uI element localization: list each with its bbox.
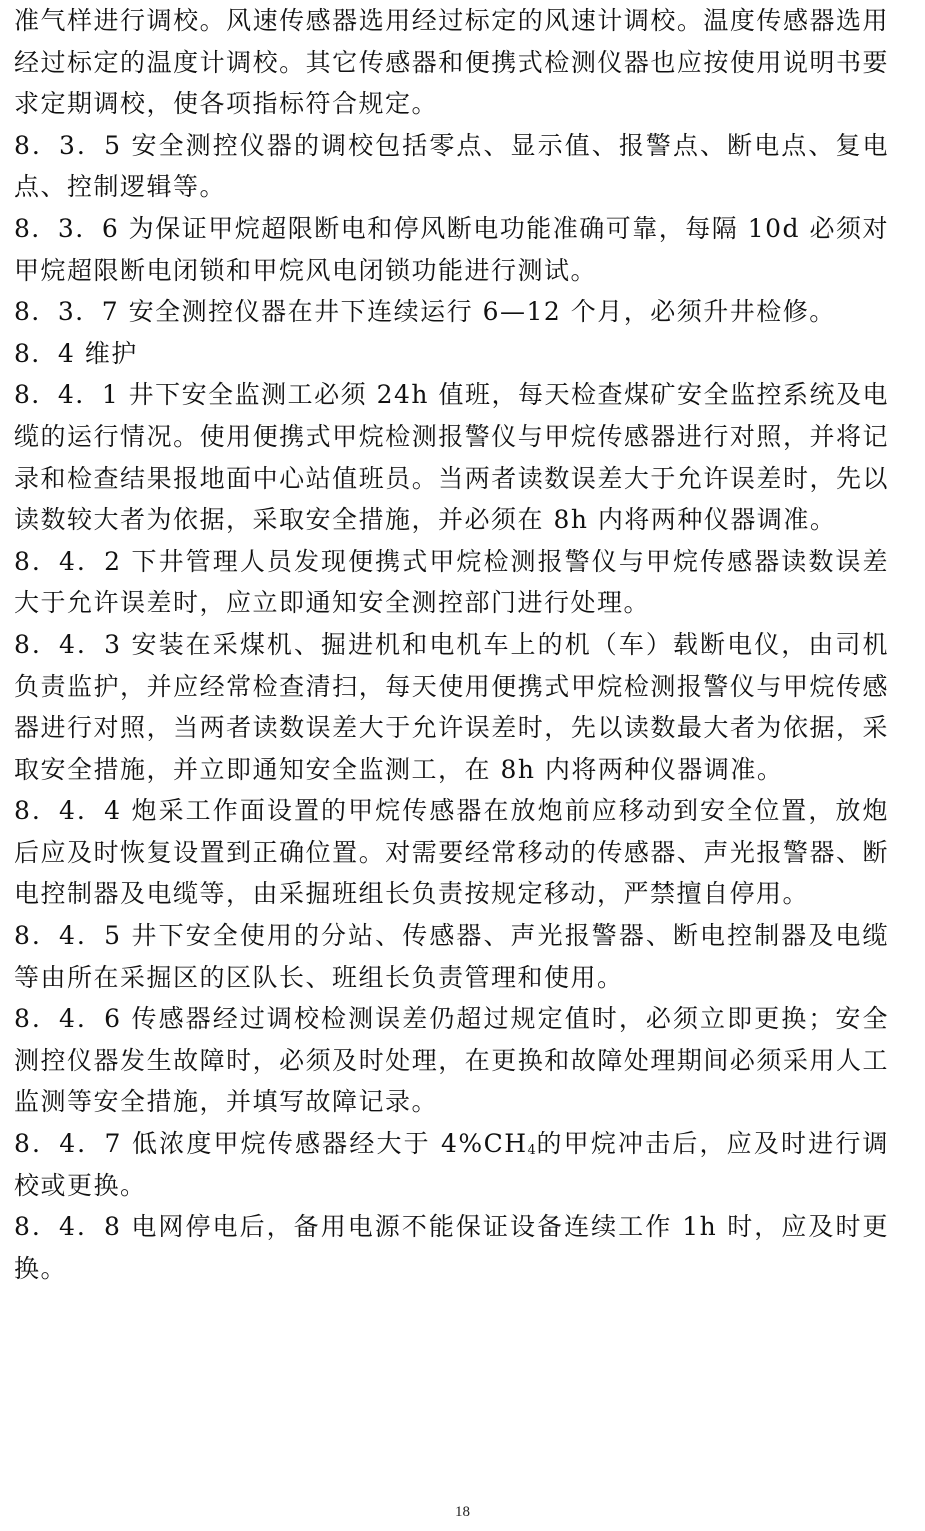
clause-8-4-1: 8．4．1 井下安全监测工必须 24h 值班，每天检查煤矿安全监控系统及电缆的运行情况。使用便携式甲烷检测报警仪与甲烷传感器进行对照，并将记录和检查结果报地面中心站值班员。当两者读数误差大于允许误差时，先以读数较大者为依据，采取安全措施，并必须在 8h 内将两种仪器调准。: [14, 380, 889, 535]
clause-8-4-6: 8．4．6 传感器经过调校检测误差仍超过规定值时，必须立即更换；安全测控仪器发生故障时，必须及时处理，在更换和故障处理期间必须采用人工监测等安全措施，并填写故障记录。: [14, 1004, 889, 1117]
clause-8-4-5: 8．4．5 井下安全使用的分站、传感器、声光报警器、断电控制器及电缆等由所在采掘区的区队长、班组长负责管理和使用。: [14, 921, 889, 992]
clause-8-4-3: 8．4．3 安装在采煤机、掘进机和电机车上的机（车）载断电仪，由司机负责监护，并应经常检查清扫，每天使用便携式甲烷检测报警仪与甲烷传感器进行对照，当两者读数误差大于允许误差时，先以读数最大者为依据，采取安全措施，并立即通知安全监测工，在 8h 内将两种仪器调准。: [14, 629, 889, 784]
clause-8-3-5: 8．3．5 安全测控仪器的调校包括零点、显示值、报警点、断电点、复电点、控制逻辑等。: [14, 130, 889, 202]
clause-8-4-7: [14, 1123, 889, 1206]
clause-8-3-7: 8．3．7 安全测控仪器在井下连续运行 6—12 个月，必须升井检修。: [14, 297, 836, 327]
clause-8-4-4: 8．4．4 炮采工作面设置的甲烷传感器在放炮前应移动到安全位置，放炮后应及时恢复设置到正确位置。对需要经常移动的传感器、声光报警器、断电控制器及电缆等，由采掘班组长负责按规定移动，严禁擅自停用。: [14, 796, 889, 909]
clause-8-4-8: 8．4．8 电网停电后，备用电源不能保证设备连续工作 1h 时，应及时更换。: [14, 1212, 889, 1283]
clause-8-4-7-text-start: 8．4．7 低浓度甲烷传感器经大于 4%CH: [14, 1129, 528, 1159]
section-heading-8-4: 8．4 维护: [14, 338, 138, 368]
clause-8-3-6: 8．3．6 为保证甲烷超限断电和停风断电功能准确可靠，每隔 10d 必须对甲烷超限断电闭锁和甲烷风电闭锁功能进行测试。: [14, 213, 889, 285]
clause-8-4-7-text-end: 的甲烷冲击后，应及时进行调校或更换。: [14, 1129, 889, 1200]
clause-8-4-7-subscript: 4: [527, 1143, 536, 1159]
paragraph-calibration-continued: 准气样进行调校。风速传感器选用经过标定的风速计调校。温度传感器选用经过标定的温度计调校。其它传感器和便携式检测仪器也应按使用说明书要求定期调校，使各项指标符合规定。: [14, 6, 889, 119]
page-number: 18: [455, 1504, 470, 1520]
document-body: [14, 0, 889, 1289]
clause-8-4-2: 8．4．2 下井管理人员发现便携式甲烷检测报警仪与甲烷传感器读数误差大于允许误差时，应立即通知安全测控部门进行处理。: [14, 546, 889, 618]
